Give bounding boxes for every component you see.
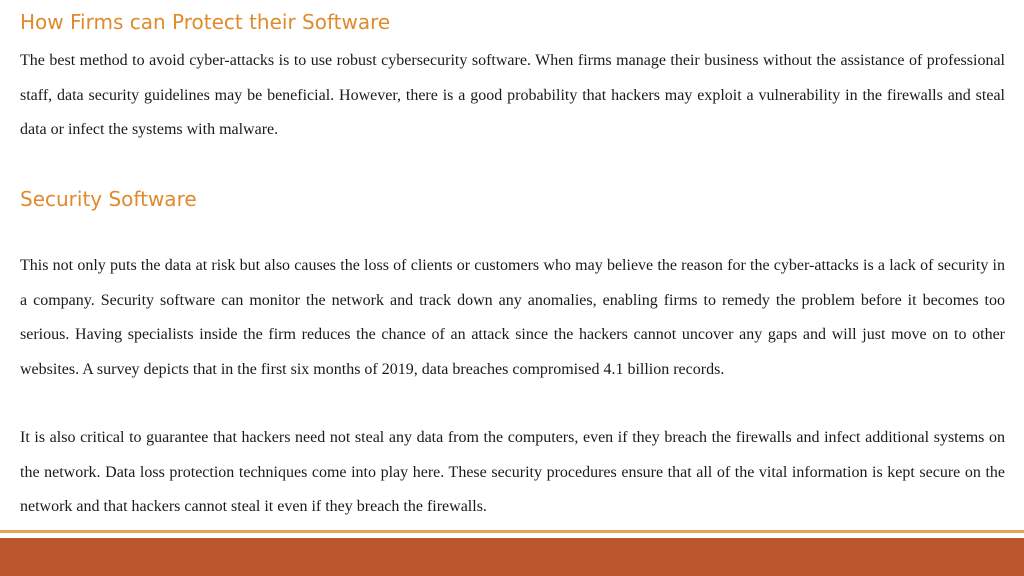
security-paragraph-1: This not only puts the data at risk but also causes the loss of clients or customers who may believe the reason for the cyber-attacks is a lack of security in a company. Security software can monitor the network and track down any anomalies, enabling firms to remedy the problem before it becomes too serious. Having specialists inside the firm reduces the chance of an attack since the hackers cannot uncover any gaps and will just move on to other websites. A survey depicts that in the first six months of 2019, data breaches compromised 4.1 billion records.: [20, 257, 1005, 378]
security-paragraph-2: It is also critical to guarantee that hackers need not steal any data from the computers, even if they breach the firewalls and infect additional systems on the network. Data loss protection techniques come into play here. These security procedures ensure that all of the vital information is kept secure on the network and that hackers cannot steal it even if they breach the firewalls.: [20, 429, 1005, 515]
footer-band: [0, 538, 1024, 576]
intro-paragraph: The best method to avoid cyber-attacks is to use robust cybersecurity software. When firms manage their business without the assistance of professional staff, data security guidelines may be beneficial. However, there is a good probability that hackers may exploit a vulnerability in the firewalls and steal data or infect the systems with malware.: [20, 52, 1005, 138]
footer-divider: [0, 530, 1024, 533]
section-title-security-software: Security Software: [20, 187, 197, 211]
section-title-protect-software: How Firms can Protect their Software: [20, 10, 391, 34]
